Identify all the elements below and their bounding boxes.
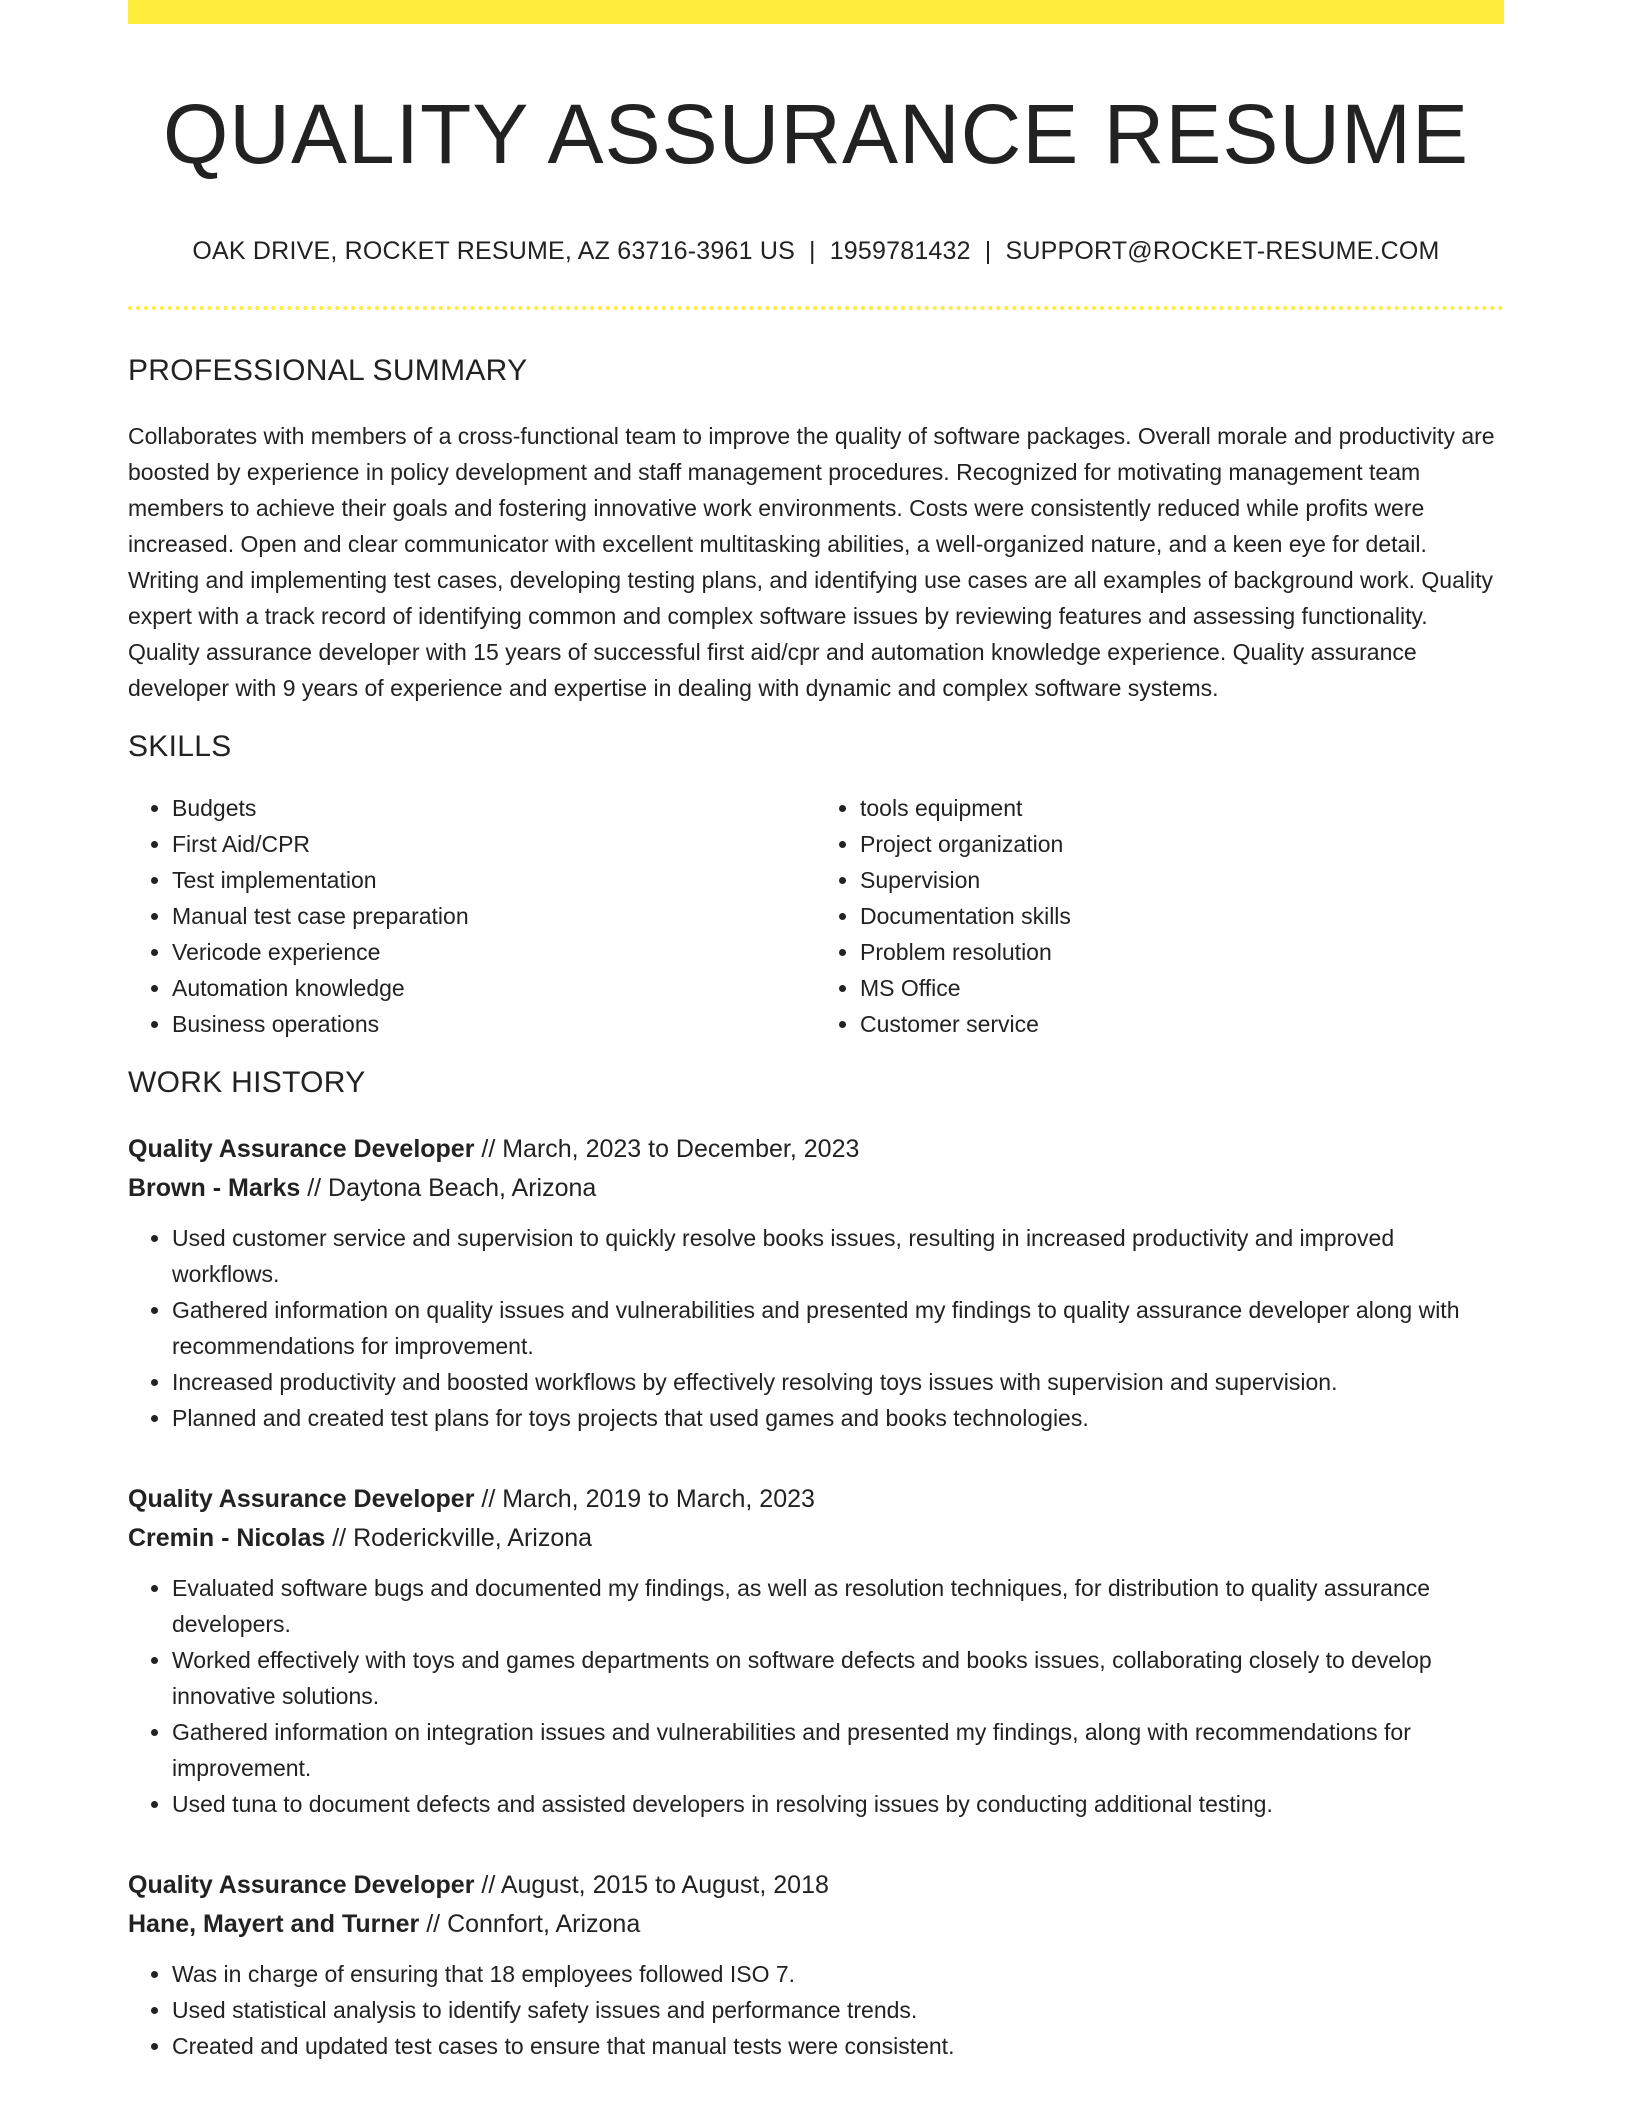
skill-item: • Supervision (860, 862, 1504, 898)
job-dates: // March, 2019 to March, 2023 (481, 1484, 815, 1513)
job-bullet: • Gathered information on quality issues and vulnerabilities and presented my findings to quality assurance developer along with recommendations for improvement. (172, 1292, 1504, 1364)
job-location: // Connfort, Arizona (426, 1909, 641, 1938)
skill-item: • tools equipment (860, 790, 1504, 826)
job-role-line (128, 1480, 1504, 1519)
job-bullets (128, 1956, 1504, 2064)
contact-line (128, 237, 1504, 266)
job-bullets (128, 1220, 1504, 1436)
job-role-line (128, 1866, 1504, 1905)
job-bullet: • Used statistical analysis to identify safety issues and performance trends. (172, 1992, 1504, 2028)
skill-item: • Manual test case preparation (172, 898, 816, 934)
job-dates: // March, 2023 to December, 2023 (481, 1134, 860, 1163)
job-role: Quality Assurance Developer (128, 1134, 475, 1163)
job-entry (128, 1866, 1504, 2064)
skill-item: • MS Office (860, 970, 1504, 1006)
job-dates: // August, 2015 to August, 2018 (481, 1870, 829, 1899)
accent-top-bar (128, 0, 1504, 24)
contact-separator: | (809, 236, 816, 265)
job-bullet: • Was in charge of ensuring that 18 employees followed ISO 7. (172, 1956, 1504, 1992)
job-bullet: • Used tuna to document defects and assisted developers in resolving issues by conducting additional testing. (172, 1786, 1504, 1822)
job-company: Cremin - Nicolas (128, 1523, 326, 1552)
skills-list (128, 790, 1504, 1042)
job-company-line (128, 1169, 1504, 1208)
job-bullet: • Planned and created test plans for toys projects that used games and books technologies. (172, 1400, 1504, 1436)
skill-item: • First Aid/CPR (172, 826, 816, 862)
skills-column-right (816, 790, 1504, 1042)
job-company: Brown - Marks (128, 1173, 301, 1202)
skills-heading: SKILLS (128, 729, 232, 763)
skill-item: • Test implementation (172, 862, 816, 898)
skill-item: • Documentation skills (860, 898, 1504, 934)
job-role: Quality Assurance Developer (128, 1870, 475, 1899)
contact-separator: | (984, 236, 992, 265)
job-bullet: • Increased productivity and boosted workflows by effectively resolving toys issues with supervision and supervision. (172, 1364, 1504, 1400)
job-bullets (128, 1570, 1504, 1822)
contact-email: SUPPORT@ROCKET-RESUME.COM (1005, 236, 1440, 265)
job-role-line (128, 1130, 1504, 1169)
skill-item: • Automation knowledge (172, 970, 816, 1006)
skill-item: • Project organization (860, 826, 1504, 862)
work-history-heading: WORK HISTORY (128, 1065, 366, 1099)
job-bullet: • Evaluated software bugs and documented my findings, as well as resolution techniques, for distribution to quality assurance developers. (172, 1570, 1504, 1642)
job-bullet: • Gathered information on integration issues and vulnerabilities and presented my findings, along with recommendations for improvement. (172, 1714, 1504, 1786)
job-company-line (128, 1905, 1504, 1944)
summary-heading: PROFESSIONAL SUMMARY (128, 353, 528, 387)
job-bullet: • Created and updated test cases to ensure that manual tests were consistent. (172, 2028, 1504, 2064)
job-location: // Daytona Beach, Arizona (307, 1173, 597, 1202)
skill-item: • Business operations (172, 1006, 816, 1042)
summary-text: Collaborates with members of a cross-functional team to improve the quality of software packages. Overall morale and productivity are boosted by experience in policy development and staff management procedures. Recognized for motivating management team members to achieve their goals and fostering innovative work environments. Costs were consistently reduced while profits were increased. Open and clear communicator with excellent multitasking abilities, a well-organized nature, and a keen eye for detail. Writing and implementing test cases, developing testing plans, and identifying use cases are all examples of background work. Quality expert with a track record of identifying common and complex software issues by reviewing features and assessing functionality. Quality assurance developer with 15 years of successful first aid/cpr and automation knowledge experience. Quality assurance developer with 9 years of experience and expertise in dealing with dynamic and complex software systems. (128, 422, 1495, 701)
skill-item: • Problem resolution (860, 934, 1504, 970)
job-role: Quality Assurance Developer (128, 1484, 475, 1513)
job-company-line (128, 1519, 1504, 1558)
dotted-divider (128, 306, 1504, 310)
skill-item: • Vericode experience (172, 934, 816, 970)
job-company: Hane, Mayert and Turner (128, 1909, 420, 1938)
skill-item: • Budgets (172, 790, 816, 826)
skill-item: • Customer service (860, 1006, 1504, 1042)
job-bullet: • Worked effectively with toys and games departments on software defects and books issues, collaborating closely to develop innovative solutions. (172, 1642, 1504, 1714)
skills-column-left (128, 790, 816, 1042)
job-location: // Roderickville, Arizona (332, 1523, 593, 1552)
resume-page (128, 0, 1504, 2112)
contact-phone: 1959781432 (829, 236, 971, 265)
job-bullet: • Used customer service and supervision to quickly resolve books issues, resulting in increased productivity and improved workflows. (172, 1220, 1504, 1292)
contact-address: OAK DRIVE, ROCKET RESUME, AZ 63716-3961 US (192, 236, 795, 265)
job-entry (128, 1130, 1504, 1436)
resume-title: QUALITY ASSURANCE RESUME (162, 87, 1470, 181)
job-entry (128, 1480, 1504, 1822)
